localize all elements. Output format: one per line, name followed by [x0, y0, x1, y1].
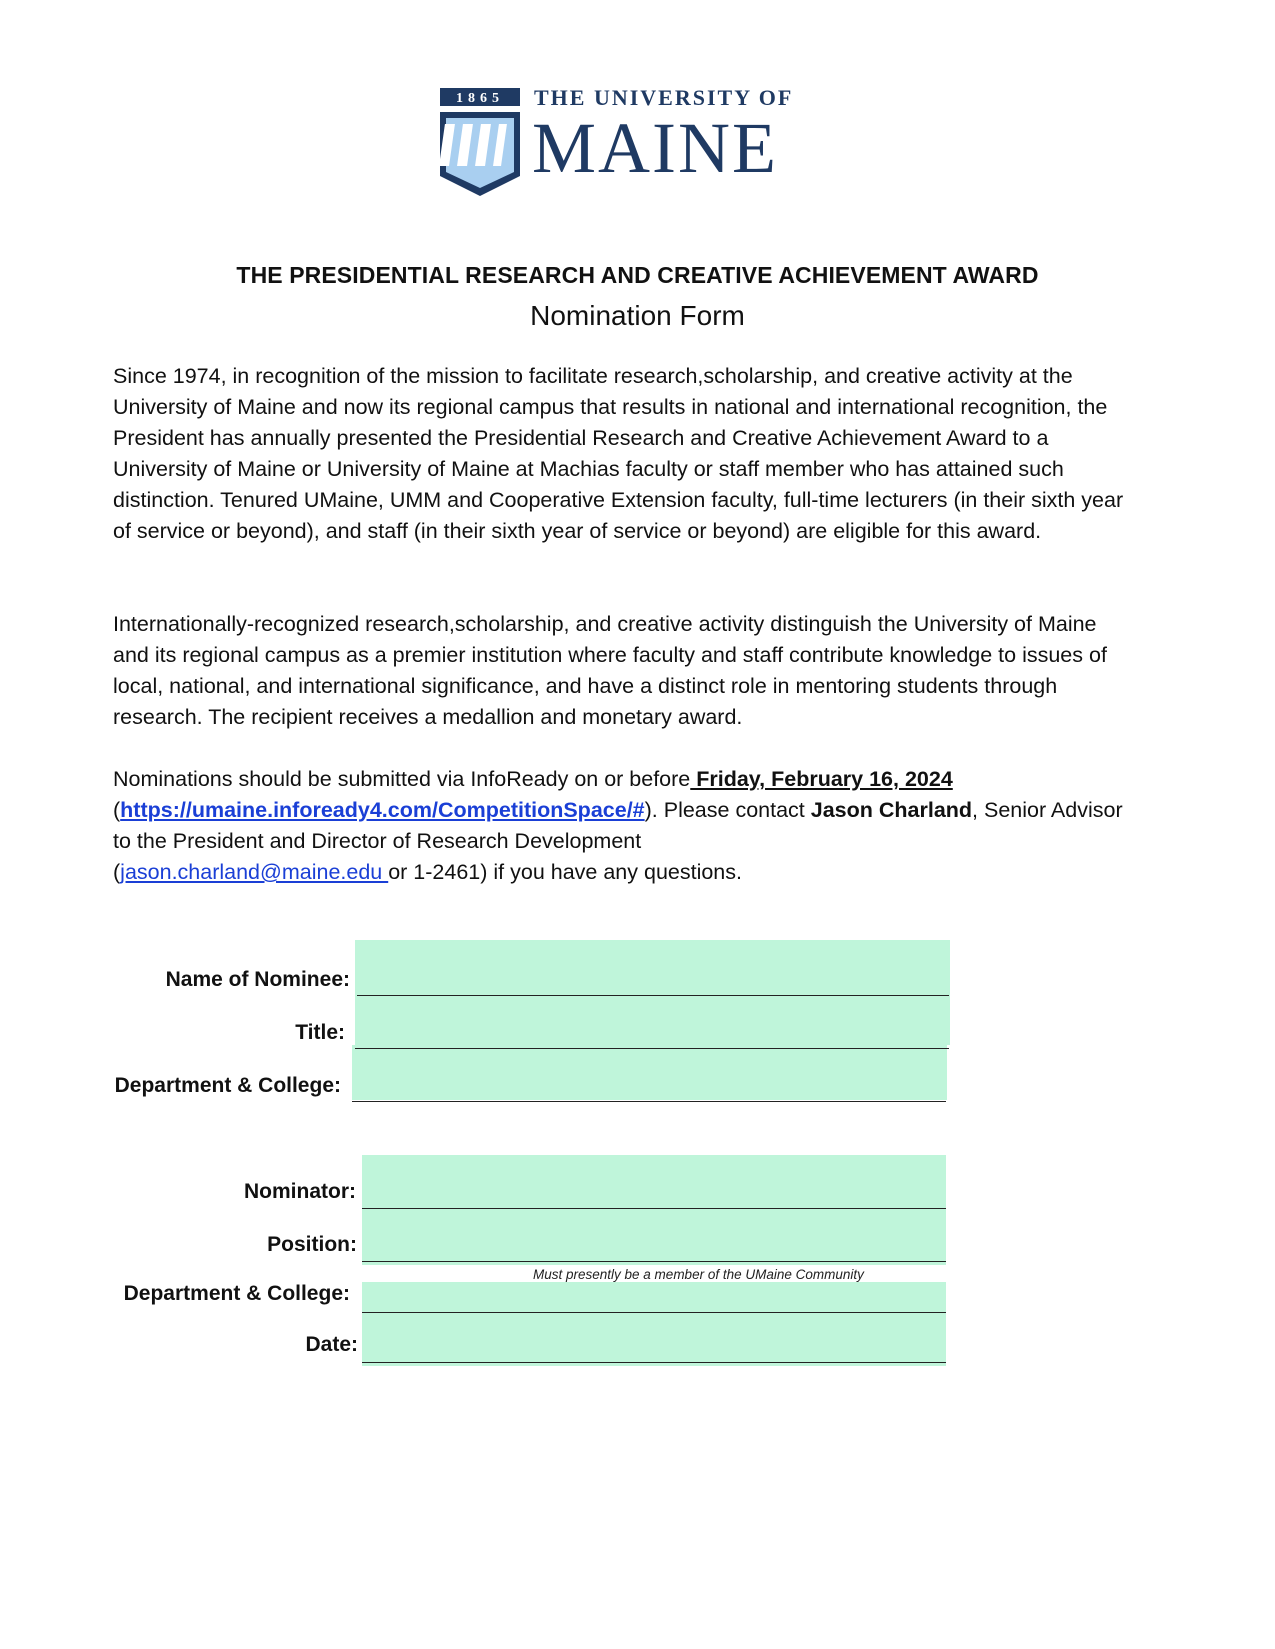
- nominator-department-label: Department & College:: [123, 1282, 350, 1305]
- submission-paragraph: [113, 764, 1133, 888]
- nominee-department-label: Department & College:: [114, 1074, 341, 1097]
- nominee-name-field[interactable]: [355, 940, 950, 995]
- field-line: [362, 1362, 946, 1363]
- contact-text: ). Please contact: [644, 798, 811, 822]
- nominator-label: Nominator:: [244, 1180, 356, 1203]
- submission-intro: Nominations should be submitted via InfoReady on or before: [113, 767, 691, 791]
- membership-note: Must presently be a member of the UMaine Community: [533, 1267, 864, 1282]
- contact-role: , Senior Advisor to the President and Director of Research Development: [113, 798, 1123, 853]
- paren: (: [113, 798, 121, 822]
- logo-year: 1865: [456, 91, 504, 106]
- nominator-position-label: Position:: [267, 1233, 357, 1256]
- nominator-department-field[interactable]: [362, 1282, 946, 1320]
- contact-name: Jason Charland: [810, 798, 973, 822]
- nominee-department-field[interactable]: [352, 1045, 947, 1100]
- field-line: [362, 1261, 946, 1262]
- field-line: [355, 1048, 949, 1049]
- infoready-link[interactable]: https://umaine.infoready4.com/CompetitionSpace/#: [120, 798, 645, 822]
- award-title: THE PRESIDENTIAL RESEARCH AND CREATIVE ACHIEVEMENT AWARD: [236, 262, 1039, 288]
- form-subtitle: Nomination Form: [530, 300, 745, 331]
- contact-email-link[interactable]: jason.charland@maine.edu: [120, 860, 389, 884]
- intro-paragraph: Since 1974, in recognition of the mission to facilitate research,scholarship, and creative activity at the University of Maine and now its regional campus that results in national and international recognition, the President has annually presented the Presidential Research and Creative Achievement Award to a University of Maine or University of Maine at Machias faculty or staff member who has attained such distinction. Tenured UMaine, UMM and Cooperative Extension faculty, full-time lecturers (in their sixth year of service or beyond), and staff (in their sixth year of service or beyond) are eligible for this award.: [113, 364, 1124, 543]
- date-label: Date:: [305, 1333, 358, 1356]
- nominee-title-field[interactable]: [355, 995, 950, 1045]
- mission-paragraph: Internationally-recognized research,scholarship, and creative activity distinguish the University of Maine and its regional campus as a premier institution where faculty and staff contribute knowledge to issues of local, national, and international significance, and have a distinct role in mentoring students through research. The recipient receives a medallion and monetary award.: [113, 612, 1107, 729]
- field-line: [352, 1101, 946, 1102]
- logo-line2: MAINE: [532, 108, 778, 188]
- phone-text: or 1-2461) if you have any questions.: [388, 860, 742, 884]
- field-line: [357, 995, 949, 996]
- field-line: [362, 1312, 946, 1313]
- date-field[interactable]: [362, 1320, 946, 1366]
- nominator-field[interactable]: [362, 1155, 946, 1212]
- nominator-position-field[interactable]: [362, 1212, 946, 1265]
- logo-line1: THE UNIVERSITY OF: [534, 88, 794, 110]
- university-logo: [440, 88, 840, 208]
- field-line: [362, 1208, 946, 1209]
- nominee-title-label: Title:: [295, 1021, 345, 1044]
- deadline-date: Friday, February 16, 2024: [690, 767, 953, 791]
- nominee-name-label: Name of Nominee:: [165, 968, 350, 991]
- paren: (: [113, 860, 121, 884]
